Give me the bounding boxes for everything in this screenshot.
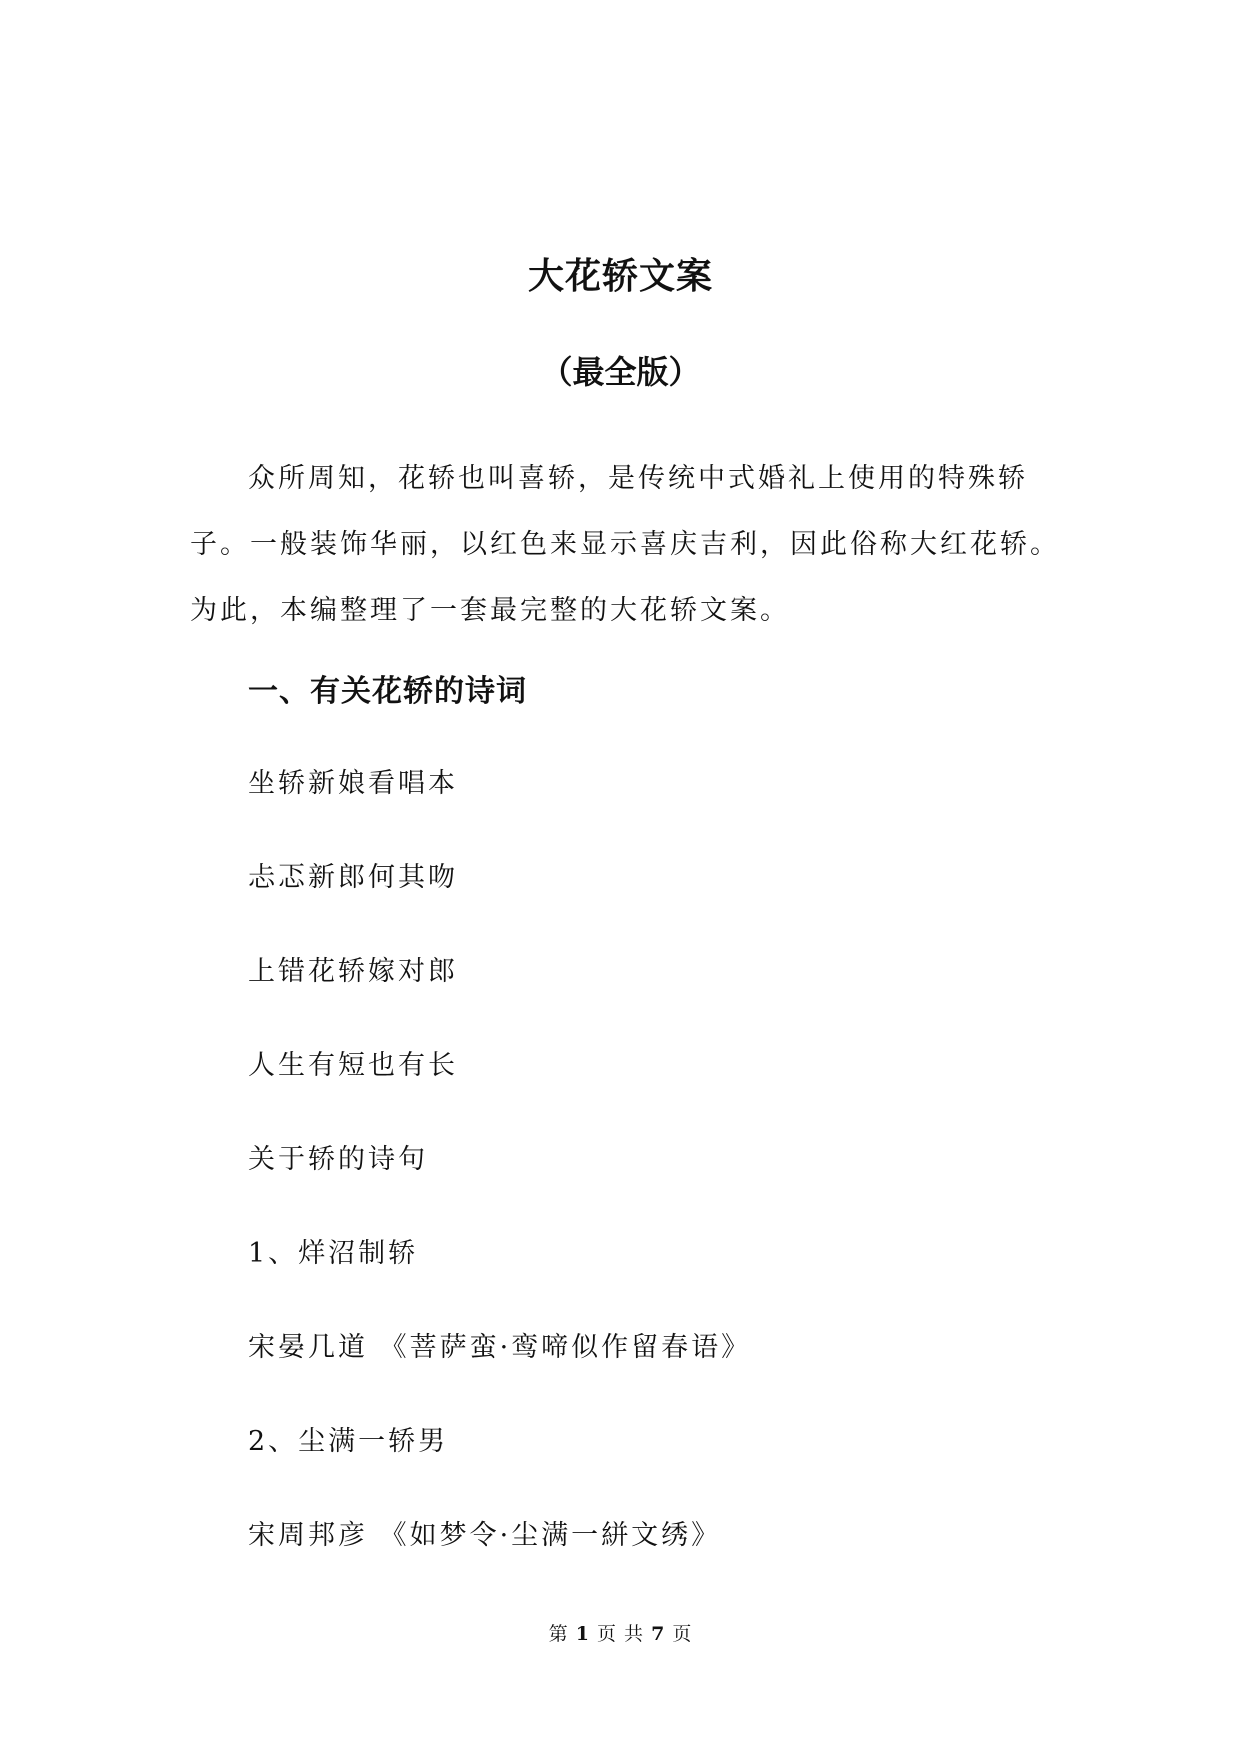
page-footer xyxy=(0,1620,1241,1648)
list-item-title: 1、烊沼制轿 xyxy=(248,1238,419,1269)
document-subtitle: （最全版） xyxy=(540,353,701,391)
list-item-source: 宋晏几道 《菩萨蛮·鸾啼似作留春语》 xyxy=(248,1332,752,1363)
footer-page-number: 1 xyxy=(575,1623,590,1645)
footer-suffix: 页 xyxy=(672,1623,693,1645)
footer-total-pages: 7 xyxy=(651,1623,666,1645)
document-title: 大花轿文案 xyxy=(527,255,713,297)
poem-line: 上错花轿嫁对郎 xyxy=(248,956,458,987)
intro-paragraph: 众所周知，花轿也叫喜轿，是传统中式婚礼上使用的特殊轿子。一般装饰华丽，以红色来显示喜庆吉利，因此俗称大红花轿。为此，本编整理了一套最完整的大花轿文案。 xyxy=(190,463,1060,626)
subsection-label: 关于轿的诗句 xyxy=(248,1144,428,1175)
footer-prefix: 第 xyxy=(548,1623,569,1645)
poem-line: 坐轿新娘看唱本 xyxy=(248,768,458,799)
list-item-source: 宋周邦彦 《如梦令·尘满一絣文绣》 xyxy=(248,1520,722,1551)
section-heading: 一、有关花轿的诗词 xyxy=(248,674,527,709)
poem-line: 忐忑新郎何其吻 xyxy=(248,862,458,893)
poem-line: 人生有短也有长 xyxy=(248,1050,458,1081)
footer-middle: 页 共 xyxy=(596,1623,645,1645)
list-item-title: 2、尘满一轿男 xyxy=(248,1426,449,1457)
